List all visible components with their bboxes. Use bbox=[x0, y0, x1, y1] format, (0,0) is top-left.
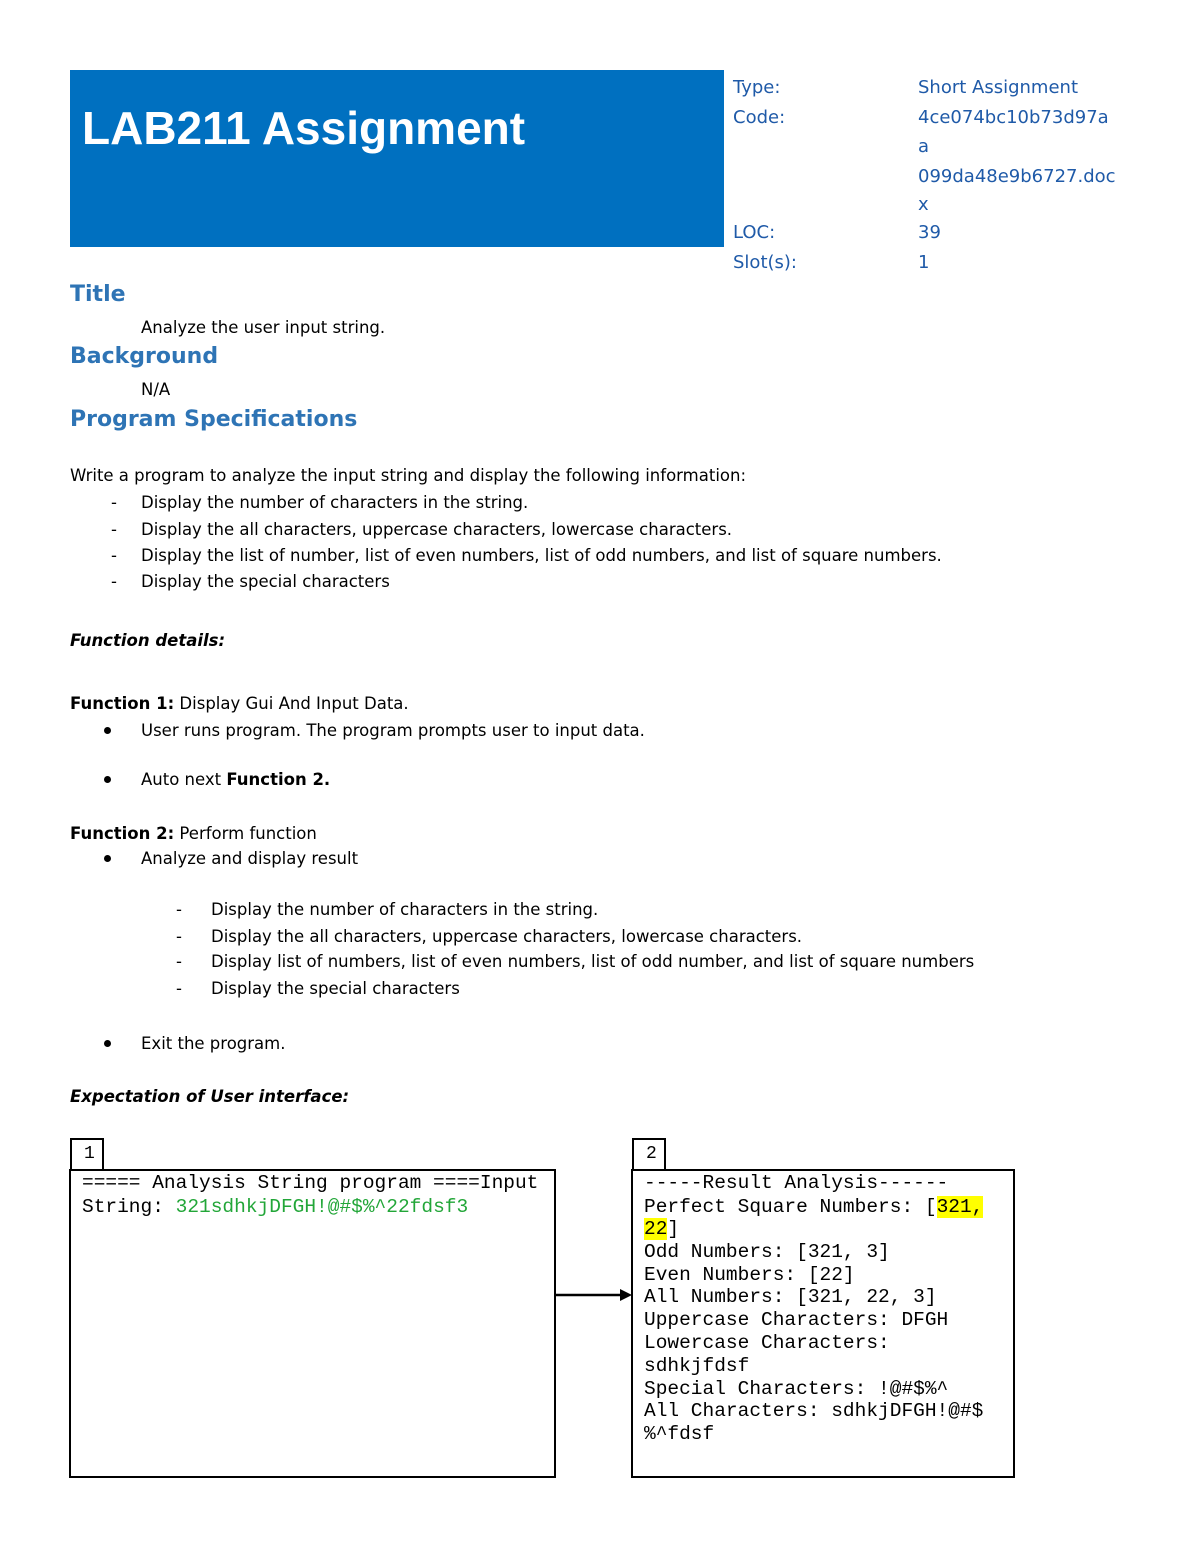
spec-item: Display the special characters bbox=[141, 572, 390, 591]
function-2-item: Display the all characters, uppercase characters, lowercase characters. bbox=[211, 927, 803, 946]
screen-2-line-12: %^fdsf bbox=[644, 1423, 715, 1445]
title-heading: Title bbox=[70, 282, 126, 307]
screen-2-number: 2 bbox=[632, 1138, 666, 1171]
function-2-bullet: Analyze and display result bbox=[141, 849, 359, 868]
exit-bullet: Exit the program. bbox=[141, 1034, 286, 1053]
meta-loc-value: 39 bbox=[918, 222, 941, 243]
function-2-item: Display the number of characters in the string. bbox=[211, 900, 599, 919]
function-2-line bbox=[70, 823, 317, 845]
function-2-label: Function 2: bbox=[70, 824, 175, 843]
screen-2-line-7: Uppercase Characters: DFGH bbox=[644, 1309, 949, 1331]
title-text: Analyze the user input string. bbox=[141, 318, 386, 337]
meta-code-row bbox=[733, 103, 1133, 162]
header-banner bbox=[70, 70, 724, 247]
function-1-bullet: User runs program. The program prompts user to input data. bbox=[141, 721, 645, 740]
highlight-321: 321, bbox=[936, 1196, 984, 1218]
meta-code-value-2: 099da48e9b6727.doc bbox=[918, 165, 1116, 187]
meta-code-row-2 bbox=[733, 162, 1133, 192]
meta-slots-label: Slot(s): bbox=[733, 251, 797, 273]
screen-1-line-2 bbox=[82, 1196, 468, 1219]
function-1-line bbox=[70, 693, 409, 715]
auto-next-function: Function 2. bbox=[226, 770, 331, 789]
screen-2-line-8: Lowercase Characters: bbox=[644, 1332, 890, 1354]
spec-item: Display the all characters, uppercase characters, lowercase characters. bbox=[141, 520, 733, 539]
spec-dash: - bbox=[111, 546, 117, 565]
bullet-icon bbox=[104, 855, 111, 862]
meta-type-row bbox=[733, 73, 1133, 103]
screen-2-line-9: sdhkjfdsf bbox=[644, 1355, 750, 1377]
screen-2-line-2 bbox=[644, 1196, 983, 1219]
square-close: ] bbox=[667, 1218, 680, 1240]
assignment-meta bbox=[733, 73, 1133, 277]
spec-dash: - bbox=[111, 572, 117, 591]
ui-expectation-heading: Expectation of User interface: bbox=[70, 1087, 350, 1106]
highlight-22: 22 bbox=[644, 1218, 668, 1240]
spec-item: Display the list of number, list of even numbers, list of odd numbers, and list of square numbers. bbox=[141, 546, 942, 565]
screen-2-line-1: -----Result Analysis------ bbox=[644, 1172, 949, 1194]
function-details-heading: Function details: bbox=[70, 631, 226, 650]
function-1-title: Display Gui And Input Data. bbox=[174, 694, 409, 713]
spec-intro: Write a program to analyze the input string and display the following information: bbox=[70, 466, 747, 485]
meta-loc-row bbox=[733, 218, 1133, 248]
meta-code-value-1: 4ce074bc10b73d97aa bbox=[918, 106, 1109, 157]
meta-type-label: Type: bbox=[733, 77, 781, 98]
bullet-icon bbox=[104, 1040, 111, 1047]
meta-code-label: Code: bbox=[733, 106, 786, 128]
bullet-icon bbox=[104, 727, 111, 734]
background-text: N/A bbox=[141, 380, 171, 399]
screen-2-line-4: Odd Numbers: [321, 3] bbox=[644, 1241, 890, 1263]
meta-slots-value: 1 bbox=[918, 251, 930, 273]
document-title: LAB211 Assignment bbox=[82, 102, 526, 154]
meta-type-value: Short Assignment bbox=[918, 77, 1079, 98]
screen-2-line-5: Even Numbers: [22] bbox=[644, 1264, 855, 1286]
bullet-icon bbox=[104, 776, 111, 783]
function-1-label: Function 1: bbox=[70, 694, 175, 713]
function-2-dash: - bbox=[176, 952, 182, 971]
screen-2-line-10: Special Characters: !@#$%^ bbox=[644, 1378, 949, 1400]
meta-code-value-3: x bbox=[918, 194, 929, 215]
screen-1-number: 1 bbox=[70, 1138, 104, 1171]
auto-next-text: Auto next bbox=[141, 770, 227, 789]
function-1-bullet-next bbox=[141, 769, 330, 791]
screen-1-line-1: ===== Analysis String program ====Input bbox=[82, 1172, 539, 1194]
function-2-item: Display the special characters bbox=[211, 979, 460, 998]
square-label: Perfect Square Numbers: [ bbox=[644, 1196, 937, 1218]
spec-item: Display the number of characters in the string. bbox=[141, 493, 529, 512]
meta-loc-label: LOC: bbox=[733, 222, 776, 243]
screen-2-line-11: All Characters: sdhkjDFGH!@#$ bbox=[644, 1400, 984, 1422]
function-2-dash: - bbox=[176, 927, 182, 946]
meta-slots-row bbox=[733, 248, 1133, 278]
input-prompt: String: bbox=[82, 1196, 176, 1218]
screen-2-line-3 bbox=[644, 1218, 679, 1241]
function-2-dash: - bbox=[176, 900, 182, 919]
function-2-dash: - bbox=[176, 979, 182, 998]
meta-code-row-3 bbox=[733, 191, 1133, 218]
function-2-title: Perform function bbox=[174, 824, 317, 843]
background-heading: Background bbox=[70, 344, 219, 369]
input-value: 321sdhkjDFGH!@#$%^22fdsf3 bbox=[175, 1196, 469, 1218]
function-2-item: Display list of numbers, list of even numbers, list of odd number, and list of square numbers bbox=[211, 952, 975, 971]
spec-dash: - bbox=[111, 520, 117, 539]
screen-2-line-6: All Numbers: [321, 22, 3] bbox=[644, 1286, 937, 1308]
spec-dash: - bbox=[111, 493, 117, 512]
arrow-right-icon bbox=[554, 1286, 634, 1304]
spec-heading: Program Specifications bbox=[70, 407, 358, 432]
